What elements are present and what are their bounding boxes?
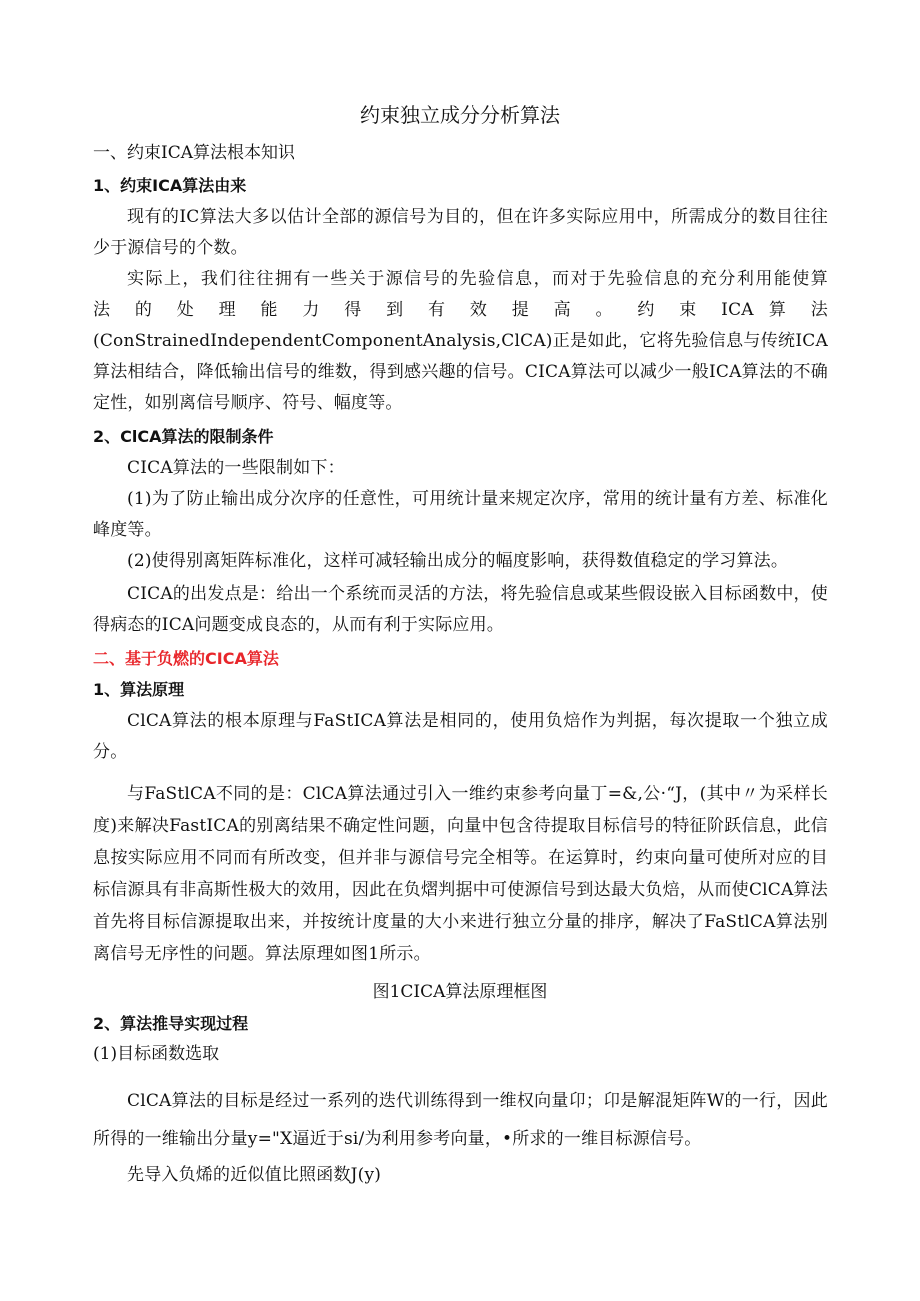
section2-sub1-paragraph1: ClCA算法的根本原理与FaStICA算法是相同的，使用负焙作为判据，每次提取一个独立成分。: [93, 711, 828, 762]
document-title: 约束独立成分分析算法: [360, 103, 560, 127]
section1-sub2-paragraph2: (1)为了防止输出成分次序的任意性，可用统计量来规定次序，常用的统计量有方差、标准化峰度等。: [93, 489, 828, 540]
section1-heading: 一、约束ICA算法根本知识: [93, 143, 295, 163]
section1-sub2-paragraph4: CICA的出发点是：给出一个系统而灵活的方法，将先验信息或某些假设嵌入目标函数中，使得病态的ICA问题变成良态的，从而有利于实际应用。: [93, 584, 828, 635]
section1-sub1-paragraph1: 现有的IC算法大多以估计全部的源信号为目的，但在许多实际应用中，所需成分的数目往往少于源信号的个数。: [93, 207, 828, 258]
figure-caption: 图1CICA算法原理框图: [372, 982, 548, 1002]
section2-sub2-paragraph1: ClCA算法的目标是经过一系列的迭代训练得到一维权向量卬；卬是解混矩阵W的一行，因此所得的一维输出分量y="X逼近于si/为利用参考向量，•所求的一维目标源信号。: [93, 1091, 828, 1149]
section2-sub2-paragraph2: 先导入负烯的近似值比照函数J(y): [127, 1165, 382, 1185]
section2-sub2-item1: (1)目标函数选取: [93, 1044, 220, 1064]
section2-heading: 二、基于负燃的CICA算法: [93, 649, 279, 668]
section2-sub1-paragraph2: 与FaStlCA不同的是：ClCA算法通过引入一维约束参考向量丁=&,公·“J，(其中〃为采样长度)来解决FastICA的别离结果不确定性问题，向量中包含待提取目标信号的特征阶跃信息，此信息按实际应用不同而有所改变，但并非与源信号完全相等。在运算时，约束向量可使所对应的目标信源具有非高斯性极大的效用，因此在负熠判据中可使源信号到达最大负焙，从而使ClCA算法首先将目标信源提取出来，并按统计度量的大小来进行独立分量的排序，解决了FaStlCA算法别离信号无序性的问题。算法原理如图1所示。: [93, 784, 828, 964]
section1-sub2-paragraph1: CICA算法的一些限制如下：: [127, 458, 345, 478]
section1-sub1-paragraph2-line2: 法 的 处 理 能 力 得 到 有 效 提 高 。 约 束 ICA 算 法: [93, 300, 828, 320]
section1-sub2-heading: 2、ClCA算法的限制条件: [93, 427, 274, 446]
section2-sub1-heading: 1、算法原理: [93, 680, 185, 699]
section1-sub1-paragraph2-line1: 实际上，我们往往拥有一些关于源信号的先验信息，而对于先验信息的充分利用能使算: [127, 269, 828, 289]
section1-sub1-heading: 1、约束ICA算法由来: [93, 176, 247, 195]
section2-sub2-heading: 2、算法推导实现过程: [93, 1014, 249, 1033]
section1-sub2-paragraph3: (2)使得别离矩阵标准化，这样可减轻输出成分的幅度影响，获得数值稳定的学习算法。: [127, 551, 789, 571]
section1-sub1-paragraph2-rest: (ConStrainedIndependentComponentAnalysis,ClCA)正是如此，它将先验信息与传统ICA算法相结合，降低输出信号的维数，得到感兴趣的信号。CICA算法可以减少一般ICA算法的不确定性，如别离信号顺序、符号、幅度等。: [93, 331, 828, 413]
